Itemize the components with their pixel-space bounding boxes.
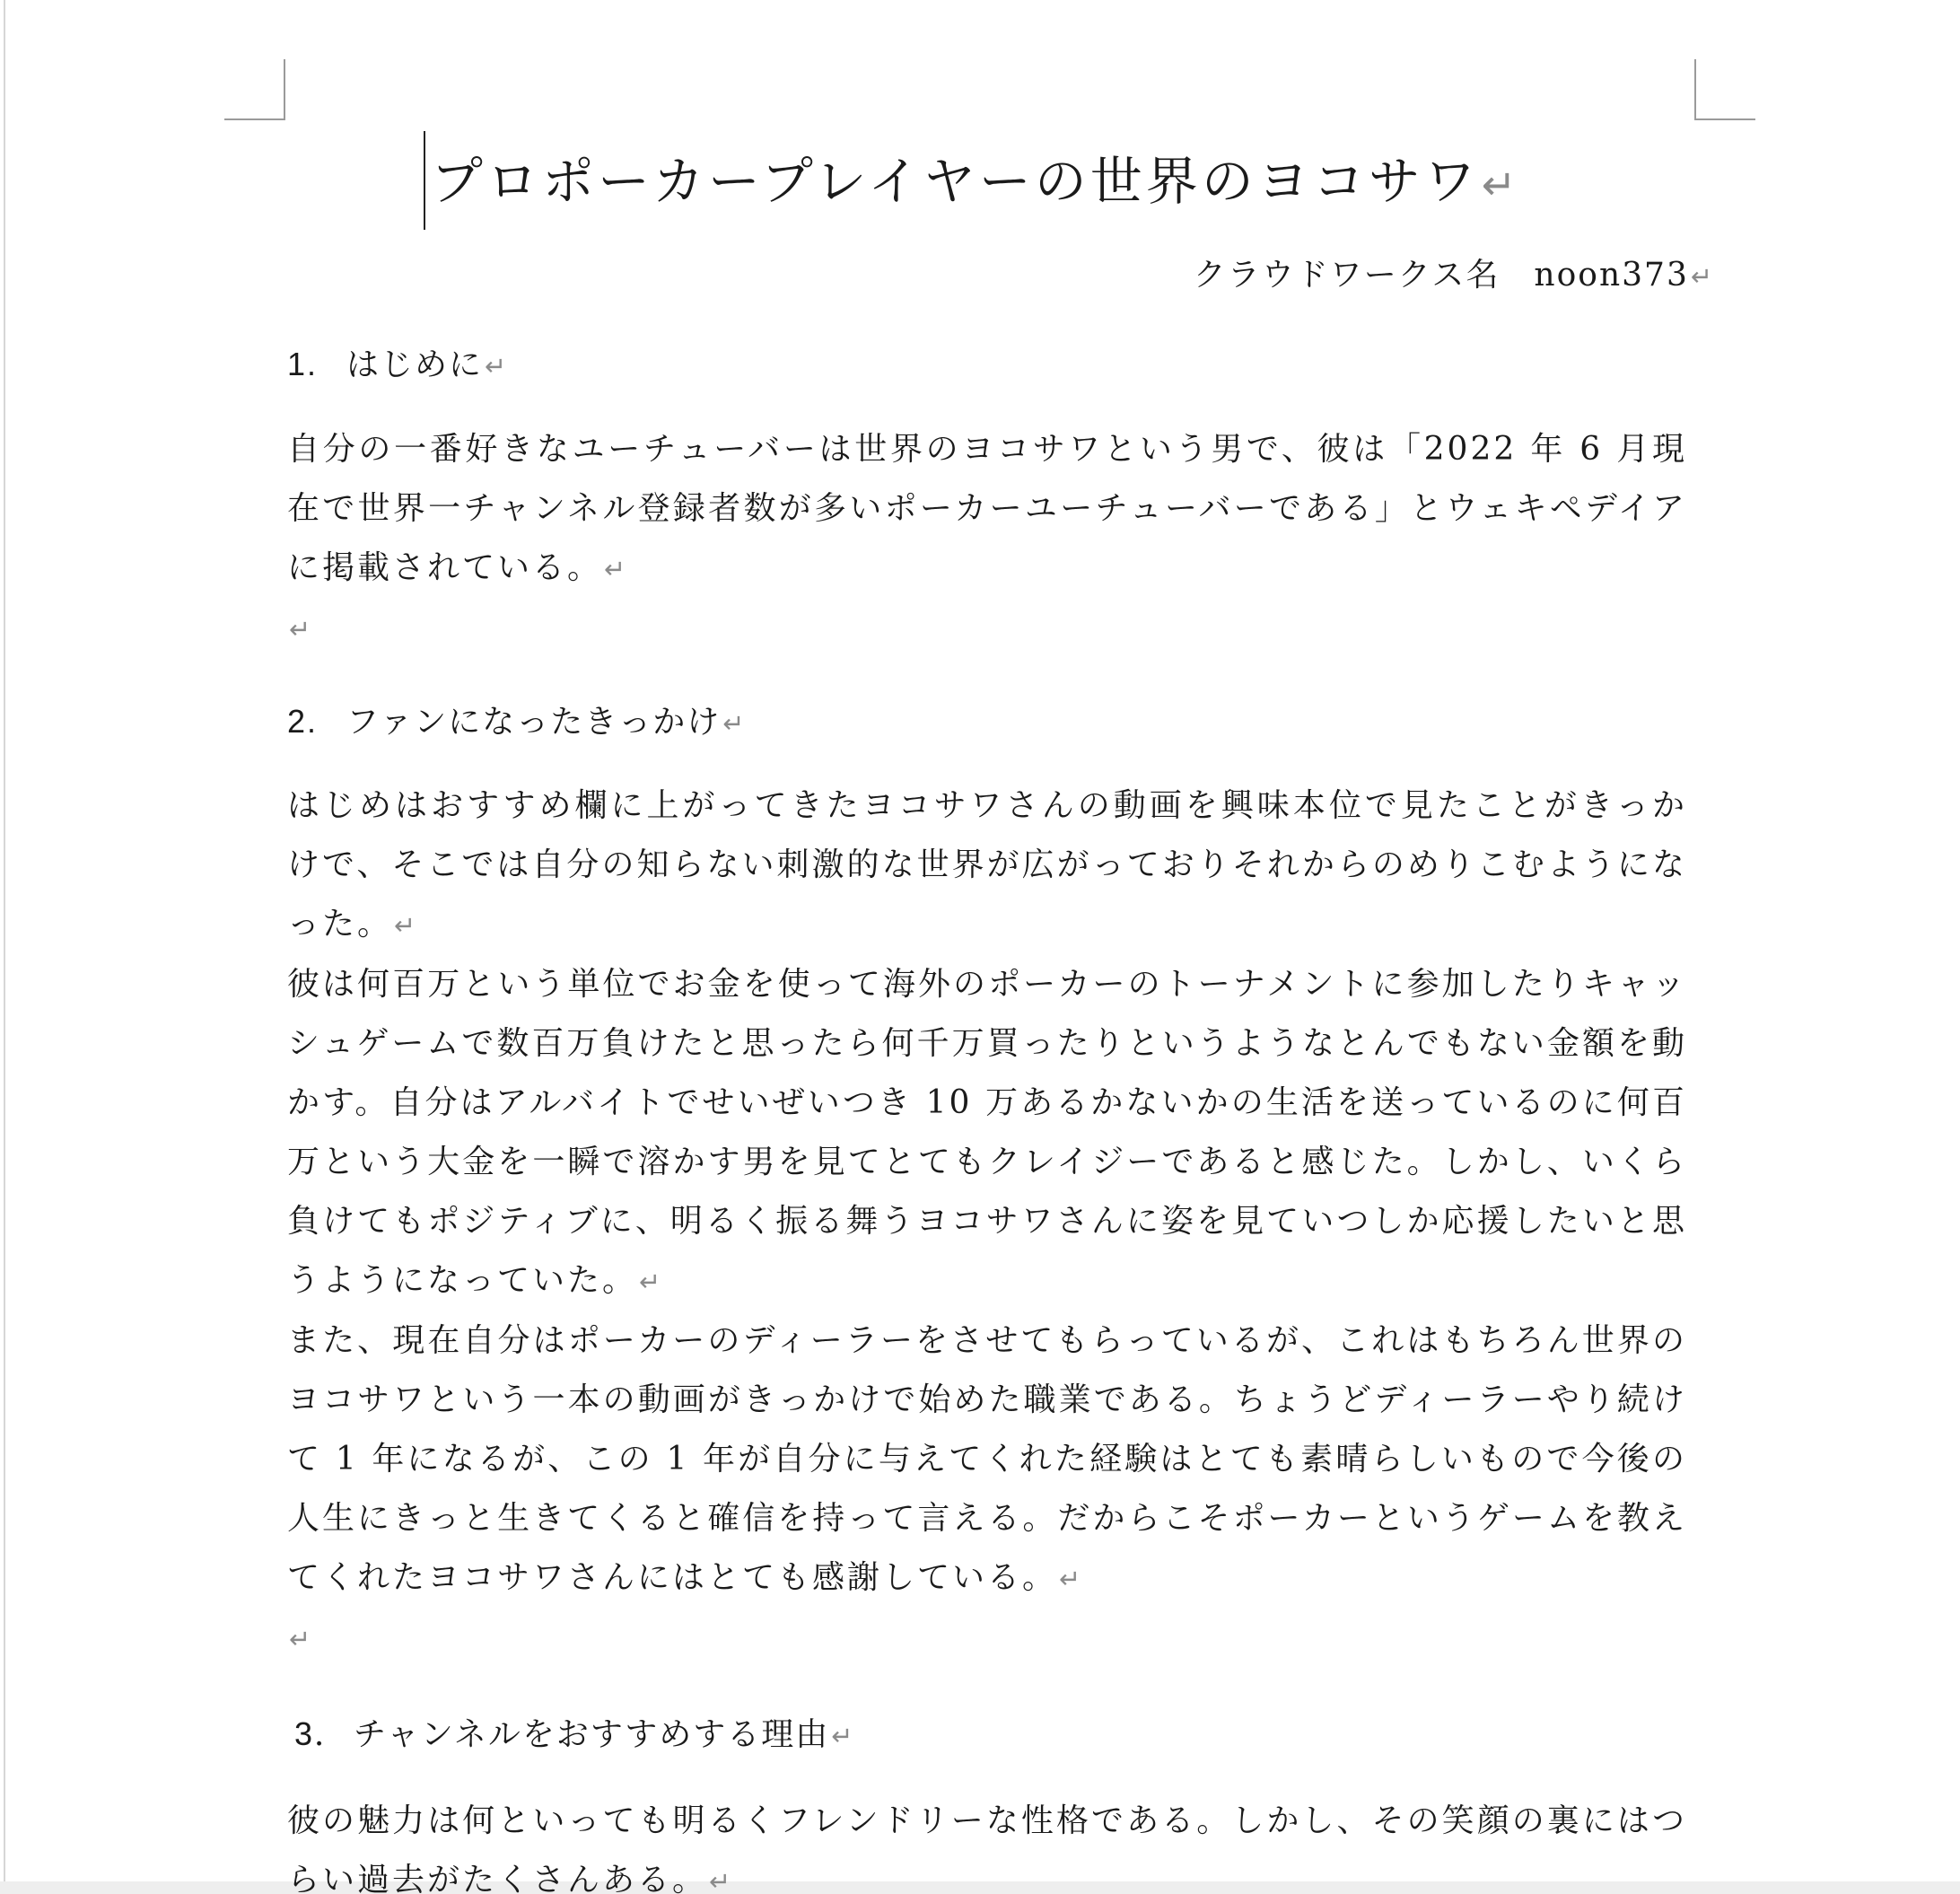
paragraph-mark: ↵	[1690, 261, 1714, 292]
section-heading-text: チャンネルをおすすめする理由	[354, 1716, 830, 1753]
section-number: 3．	[294, 1715, 349, 1752]
paragraph-mark: ↵	[394, 910, 419, 941]
section-heading-3[interactable]	[294, 1709, 854, 1755]
section-number: 2.	[287, 703, 319, 740]
paragraph-2	[287, 955, 1687, 1311]
paragraph: 自分の一番好きなユーチューバーは世界のヨコサワという男で、彼は「2022 年 6 月現在で世界一チャンネル登録者数が多いポーカーユーチューバーである」とウェキペデイアに掲載されている。	[287, 431, 1687, 586]
paragraph: 彼の魅力は何といっても明るくフレンドリーな性格である。しかし、その笑顔の裏にはつらい過去がたくさんある。	[287, 1802, 1687, 1894]
empty-paragraph	[287, 599, 1687, 658]
paragraph-mark: ↵	[289, 1624, 314, 1654]
paragraph-mark: ↵	[604, 554, 629, 584]
paragraph-mark: ↵	[709, 1866, 734, 1894]
section-heading-text: ファンになったきっかけ	[346, 704, 722, 741]
paragraph-1	[287, 776, 1687, 955]
page-left-edge	[4, 0, 5, 1881]
section-heading-1[interactable]	[287, 339, 508, 385]
paragraph-text: 彼は何百万という単位でお金を使って海外のポーカーのトーナメントに参加したりキャッシュゲームで数百万負けたと思ったら何千万買ったりというようなとんでもない金額を動かす。自分はアルバイトでせいぜいつき 10 万あるかないかの生活を送っているのに何百万という大金を一瞬で溶かす男を見てとてもクレイジーであると感じた。しかし、いくら負けてもポジティブに、明るく振る舞うヨコサワさんに姿を見ていつしか応援したいと思うようになっていた。	[287, 966, 1687, 1299]
author-text: クラウドワークス名 noon373	[1193, 257, 1689, 294]
section-3-body[interactable]	[287, 1792, 1687, 1894]
paragraph-3	[287, 1311, 1687, 1609]
paragraph-mark: ↵	[831, 1721, 855, 1751]
title-text: プロポーカープレイヤーの世界のヨコサワ	[431, 151, 1480, 212]
section-1-body[interactable]	[287, 420, 1687, 658]
crop-mark-top-left	[224, 59, 285, 120]
section-2-body[interactable]	[287, 776, 1687, 1668]
paragraph-mark: ↵	[722, 708, 747, 739]
author-line[interactable]	[1194, 250, 1714, 295]
section-number: 1.	[287, 346, 319, 382]
paragraph-mark: ↵	[485, 351, 509, 381]
paragraph-mark: ↵	[639, 1267, 664, 1297]
section-heading-text: はじめに	[346, 346, 484, 383]
empty-paragraph	[287, 1609, 1687, 1668]
paragraph-mark: ↵	[1481, 161, 1520, 209]
paragraph-mark: ↵	[289, 614, 314, 644]
paragraph-text: はじめはおすすめ欄に上がってきたヨコサワさんの動画を興味本位で見たことがきっかけで、そこでは自分の知らない刺激的な世界が広がっておりそれからのめりこむようになった。	[287, 787, 1687, 943]
paragraph-text: また、現在自分はポーカーのディーラーをさせてもらっているが、これはもちろん世界のヨコサワという一本の動画がきっかけで始めた職業である。ちょうどディーラーやり続けて 1 年になるが、この 1 年が自分に与えてくれた経験はとても素晴らしいもので今後の人生にきっと生きてくると確信を持って言える。だからこそポーカーというゲームを教えてくれたヨコサワさんにはとても感謝している。	[287, 1322, 1687, 1596]
section-heading-2[interactable]	[287, 697, 746, 742]
document-title[interactable]	[431, 139, 1520, 215]
crop-mark-top-right	[1694, 59, 1755, 120]
paragraph-mark: ↵	[1059, 1564, 1084, 1594]
text-cursor	[424, 131, 425, 230]
